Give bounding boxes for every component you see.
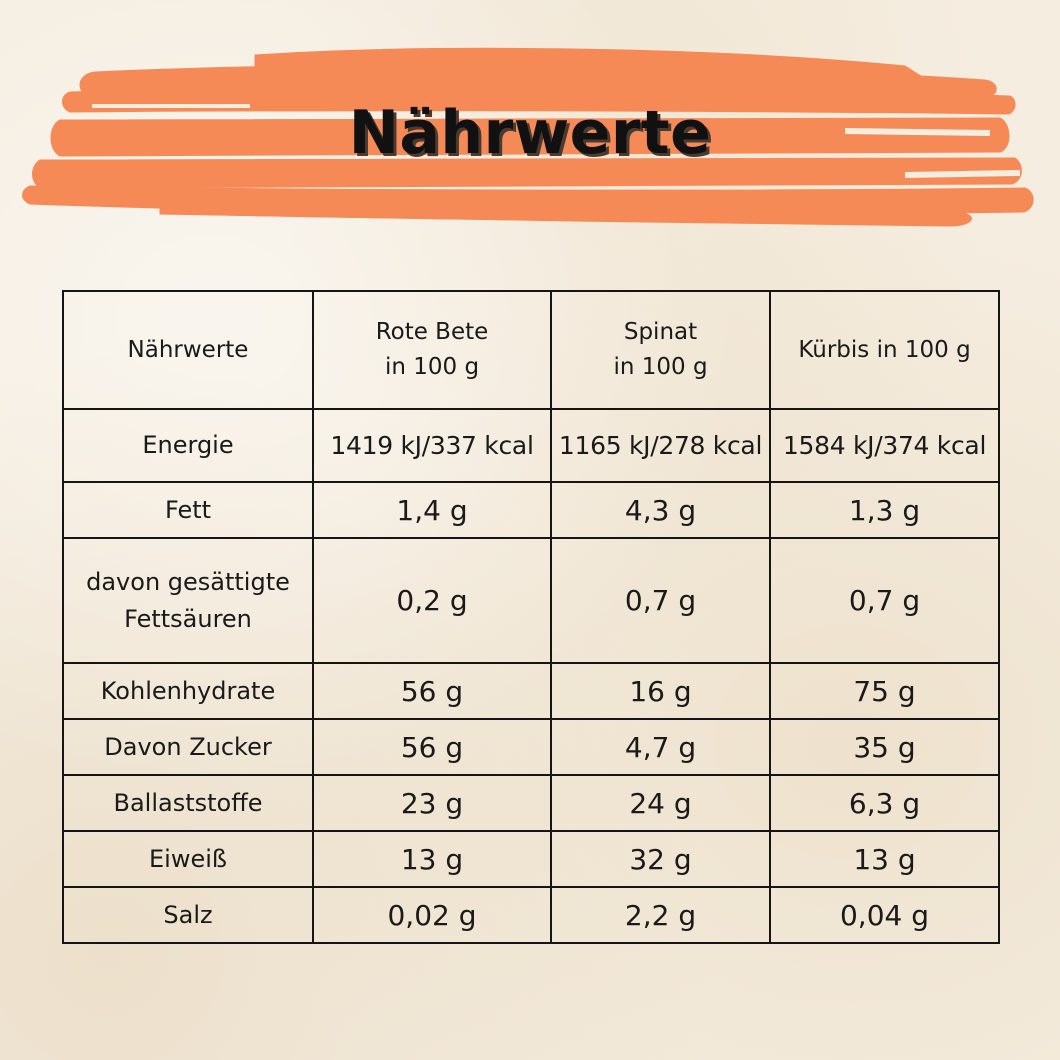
row-label-gesaettigte-line-1: davon gesättigte (86, 567, 290, 596)
header-rote-bete-line-1: Rote Bete (375, 319, 489, 345)
table-row-gesaettigte-fettsaeuren (63, 538, 999, 663)
row-label-fett: Fett (63, 482, 313, 538)
table-row-kohlenhydrate (63, 663, 999, 719)
header-spinat (551, 291, 770, 409)
header-spinat-line-2: in 100 g (613, 354, 708, 380)
table-row-zucker (63, 719, 999, 775)
cell-salz-rote-bete: 0,02 g (313, 887, 551, 943)
cell-energie-spinat: 1165 kJ/278 kcal (551, 409, 770, 482)
cell-gesaettigte-spinat: 0,7 g (551, 538, 770, 663)
row-label-zucker: Davon Zucker (63, 719, 313, 775)
row-label-salz: Salz (63, 887, 313, 943)
cell-eiweiss-kuerbis: 13 g (770, 831, 999, 887)
cell-energie-kuerbis: 1584 kJ/374 kcal (770, 409, 999, 482)
row-label-gesaettigte-line-2: Fettsäuren (124, 604, 252, 633)
cell-gesaettigte-kuerbis: 0,7 g (770, 538, 999, 663)
table-row-energie (63, 409, 999, 482)
cell-fett-rote-bete: 1,4 g (313, 482, 551, 538)
header-kuerbis (770, 291, 999, 409)
cell-gesaettigte-rote-bete: 0,2 g (313, 538, 551, 663)
row-label-energie: Energie (63, 409, 313, 482)
cell-zucker-rote-bete: 56 g (313, 719, 551, 775)
cell-ballaststoffe-kuerbis: 6,3 g (770, 775, 999, 831)
table-row-ballaststoffe (63, 775, 999, 831)
table-row-salz (63, 887, 999, 943)
cell-energie-rote-bete: 1419 kJ/337 kcal (313, 409, 551, 482)
table-row-eiweiss (63, 831, 999, 887)
cell-fett-spinat: 4,3 g (551, 482, 770, 538)
header-nutrient (63, 291, 313, 409)
table-row-fett (63, 482, 999, 538)
header-rote-bete-line-2: in 100 g (384, 354, 480, 380)
cell-kohlenhydrate-rote-bete: 56 g (313, 663, 551, 719)
header-kuerbis-label: Kürbis in 100 g (798, 336, 971, 363)
cell-kohlenhydrate-kuerbis: 75 g (770, 663, 999, 719)
row-label-eiweiss: Eiweiß (63, 831, 313, 887)
nutrition-table (62, 290, 1000, 944)
row-label-kohlenhydrate: Kohlenhydrate (63, 663, 313, 719)
cell-salz-kuerbis: 0,04 g (770, 887, 999, 943)
header-nutrient-label: Nährwerte (127, 336, 249, 363)
cell-zucker-kuerbis: 35 g (770, 719, 999, 775)
cell-fett-kuerbis: 1,3 g (770, 482, 999, 538)
row-label-ballaststoffe: Ballaststoffe (63, 775, 313, 831)
cell-ballaststoffe-rote-bete: 23 g (313, 775, 551, 831)
cell-eiweiss-spinat: 32 g (551, 831, 770, 887)
header-rote-bete (313, 291, 551, 409)
row-label-gesaettigte-fettsaeuren (63, 538, 313, 663)
table-header-row (63, 291, 999, 409)
cell-zucker-spinat: 4,7 g (551, 719, 770, 775)
cell-kohlenhydrate-spinat: 16 g (551, 663, 770, 719)
cell-salz-spinat: 2,2 g (551, 887, 770, 943)
cell-eiweiss-rote-bete: 13 g (313, 831, 551, 887)
cell-ballaststoffe-spinat: 24 g (551, 775, 770, 831)
page-title: Nährwerte (348, 98, 712, 168)
header-spinat-line-1: Spinat (623, 319, 698, 345)
